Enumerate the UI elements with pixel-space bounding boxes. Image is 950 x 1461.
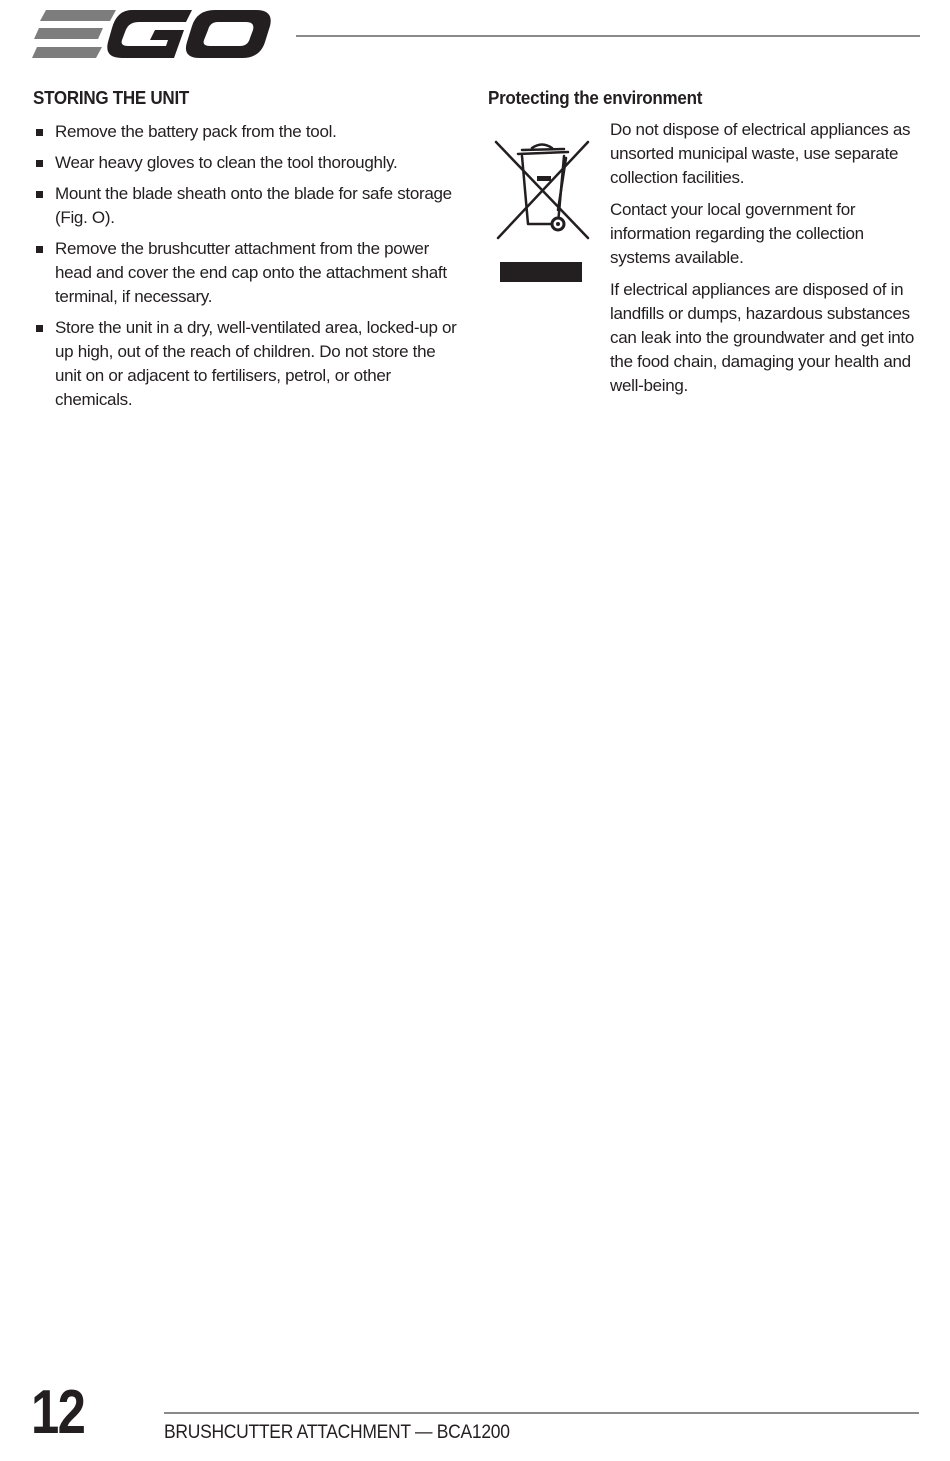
weee-crossed-bin-icon: [492, 138, 592, 286]
list-item: [33, 237, 463, 309]
storing-section: [33, 86, 463, 419]
list-item: [33, 316, 463, 412]
list-item: [33, 182, 463, 230]
environment-paragraph: If electrical appliances are disposed of in landfills or dumps, hazardous substances can leak into the groundwater and get into the food chain, damaging your health and well-being.: [610, 280, 915, 395]
environment-content: [488, 86, 920, 395]
list-item: [33, 120, 463, 144]
ego-logo: [32, 8, 272, 62]
footer-title: BRUSHCUTTER ATTACHMENT — BCA1200: [164, 1422, 510, 1443]
environment-paragraph: Do not dispose of electrical appliances as unsorted municipal waste, use separate collection facilities.: [610, 120, 911, 187]
environment-section: [488, 86, 920, 395]
list-item-text: Wear heavy gloves to clean the tool thoroughly.: [55, 153, 398, 172]
storing-title: STORING THE UNIT: [33, 87, 190, 108]
environment-paragraph: Contact your local government for information regarding the collection systems available.: [610, 200, 864, 267]
list-item-text: Mount the blade sheath onto the blade for safe storage (Fig. O).: [55, 184, 452, 227]
environment-text: [610, 118, 922, 406]
square-bullet-icon: [36, 246, 43, 253]
list-item-text: Remove the battery pack from the tool.: [55, 122, 337, 141]
square-bullet-icon: [36, 191, 43, 198]
list-item-text: Remove the brushcutter attachment from the power head and cover the end cap onto the attachment shaft terminal, if necessary.: [55, 239, 447, 306]
list-item: [33, 151, 463, 175]
header-rule: [296, 35, 920, 37]
list-item-text: Store the unit in a dry, well-ventilated area, locked-up or up high, out of the reach of children. Do not store the unit on or adjacent to fertilisers, petrol, or other chemicals.: [55, 318, 457, 409]
storing-list: [33, 120, 463, 412]
page-number: 12: [31, 1378, 85, 1447]
square-bullet-icon: [36, 325, 43, 332]
square-bullet-icon: [36, 160, 43, 167]
footer-rule: [164, 1412, 919, 1414]
square-bullet-icon: [36, 129, 43, 136]
environment-title: Protecting the environment: [488, 87, 703, 108]
